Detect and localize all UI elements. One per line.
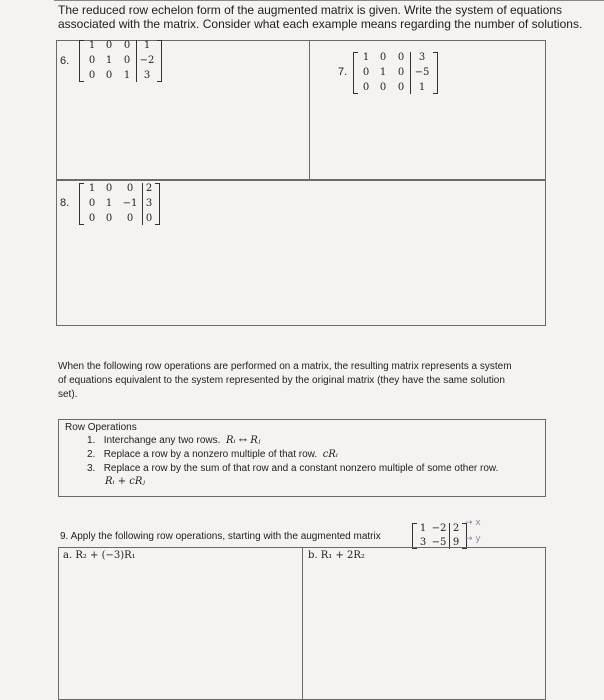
problem-9b-label: b. R₁ + 2R₂ bbox=[308, 550, 365, 561]
intro-line-1: The reduced row echelon form of the augmented matrix is given. Write the system of equations bbox=[58, 3, 563, 17]
row-op-1-formula: Rᵢ ↔ Rⱼ bbox=[225, 435, 261, 446]
problem-9a-label: a. R₂ + (−3)R₁ bbox=[63, 550, 136, 561]
handwritten-x-annotation: → x bbox=[465, 518, 481, 528]
handwritten-y-annotation: → y bbox=[465, 534, 481, 544]
problem-9b-box bbox=[302, 547, 546, 700]
problem-9a-box bbox=[58, 547, 303, 700]
problem-9-matrix: 1 3 −2 −5 2 9 bbox=[412, 523, 467, 549]
top-rule bbox=[54, 0, 604, 1]
row-op-3-text: Replace a row by the sum of that row and a constant nonzero multiple of some other row. bbox=[103, 463, 499, 474]
paragraph-line-3: set). bbox=[58, 389, 78, 400]
problem-9-text: 9. Apply the following row operations, starting with the augmented matrix bbox=[60, 531, 381, 542]
row-operations-box bbox=[58, 419, 546, 497]
row-op-2-formula: cRᵢ bbox=[322, 449, 338, 460]
paragraph-line-1: When the following row operations are performed on a matrix, the resulting matrix represents a system bbox=[58, 361, 512, 372]
row-op-1-text: Interchange any two rows. bbox=[103, 435, 221, 446]
problem-7-number: 7. bbox=[338, 66, 348, 78]
row-operations-title: Row Operations bbox=[65, 422, 137, 433]
problem-6-number: 6. bbox=[60, 55, 70, 67]
paragraph-line-2: of equations equivalent to the system represented by the original matrix (they have the same solution bbox=[58, 375, 505, 386]
row-op-1 bbox=[87, 434, 260, 447]
problem-8-number: 8. bbox=[60, 197, 70, 209]
problem-6-matrix: 1 0 0 0 1 0 0 0 1 1 −2 3 bbox=[79, 40, 162, 82]
problem-7-matrix: 1 0 0 0 1 0 0 0 0 3 −5 1 bbox=[353, 52, 438, 94]
row-op-3-formula: Rᵢ + cRⱼ bbox=[105, 476, 146, 487]
problem-8-matrix: 1 0 0 0 1 0 0 −1 0 2 3 0 bbox=[79, 183, 160, 225]
row-op-2-num: 2. bbox=[87, 449, 96, 460]
row-op-1-num: 1. bbox=[87, 435, 96, 446]
row-op-3-num: 3. bbox=[87, 463, 96, 474]
row-op-2-text: Replace a row by a nonzero multiple of that row. bbox=[103, 449, 318, 460]
row-op-3 bbox=[87, 462, 498, 475]
row-op-2 bbox=[87, 448, 338, 461]
intro-line-2: associated with the matrix. Consider what each example means regarding the number of solutions. bbox=[58, 17, 583, 31]
